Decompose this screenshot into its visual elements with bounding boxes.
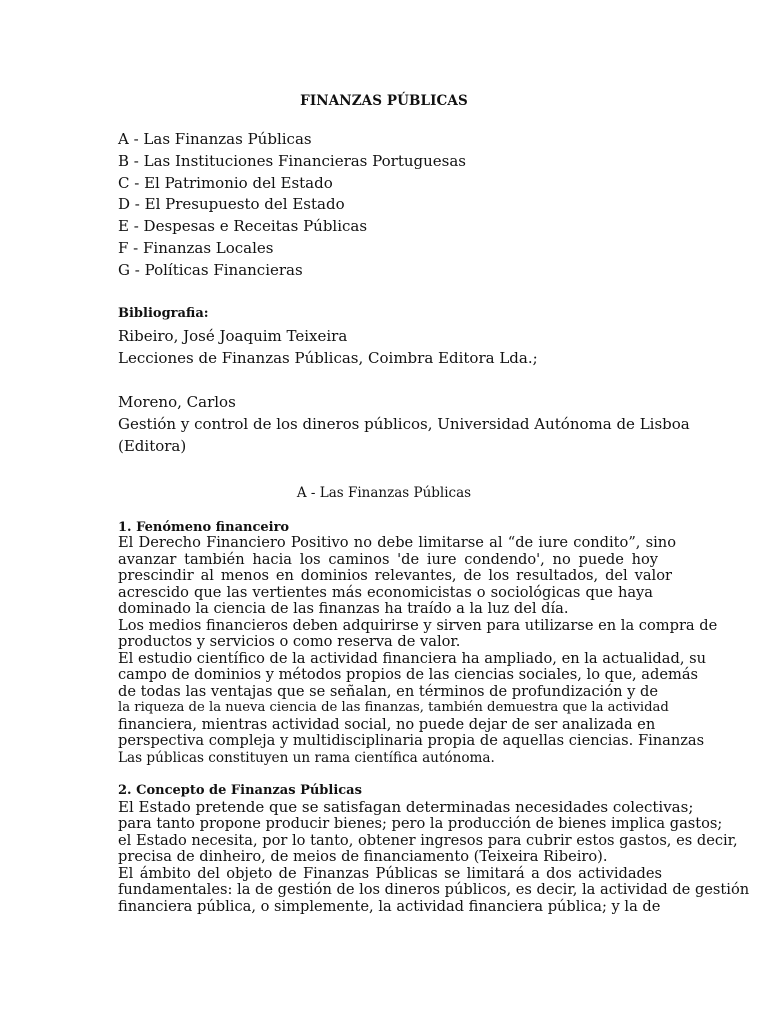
toc-item-a: A - Las Finanzas Públicas (118, 130, 312, 148)
paragraph-line: productos y servicios o como reserva de valor. (118, 633, 461, 650)
paragraph-line: la riqueza de la nueva ciencia de las finanzas, también demuestra que la actividad (118, 700, 669, 715)
bibliography-entry1-title: Lecciones de Finanzas Públicas, Coimbra Editora Lda.; (118, 349, 538, 367)
toc-item-b: B - Las Instituciones Financieras Portuguesas (118, 152, 467, 170)
subsection1-heading: 1. Fenómeno financeiro (118, 520, 290, 535)
paragraph-line: perspectiva compleja y multidisciplinaria propia de aquellas ciencias. Finanzas (118, 732, 705, 749)
paragraph-line: Las públicas constituyen un rama científica autónoma. (118, 750, 495, 766)
bibliography-entry2-author: Moreno, Carlos (118, 393, 236, 411)
paragraph-line: Los medios financieros deben adquirirse y sirven para utilizarse en la compra de (118, 617, 718, 634)
subsection2-heading: 2. Concepto de Finanzas Públicas (118, 783, 362, 798)
bibliography-entry2-title-line2: (Editora) (118, 437, 187, 455)
paragraph-line: prescindir al menos en dominios relevantes, de los resultados, del valor (118, 567, 672, 584)
page-title: FINANZAS PÚBLICAS (300, 93, 468, 109)
paragraph-line: fundamentales: la de gestión de los dineros públicos, es decir, la actividad de gestión (118, 881, 750, 898)
paragraph-line: de todas las ventajas que se señalan, en términos de profundización y de (118, 683, 659, 700)
paragraph-line: El estudio científico de la actividad financiera ha ampliado, en la actualidad, su (118, 650, 706, 667)
paragraph-line: para tanto propone producir bienes; pero la producción de bienes implica gastos; (118, 815, 723, 832)
bibliography-heading: Bibliografia: (118, 306, 209, 321)
toc-item-f: F - Finanzas Locales (118, 239, 274, 257)
paragraph-line: avanzar también hacia los caminos 'de iure condendo', no puede hoy (118, 551, 658, 568)
paragraph-line: dominado la ciencia de las finanzas ha traído a la luz del día. (118, 600, 569, 617)
paragraph-line: El Estado pretende que se satisfagan determinadas necesidades colectivas; (118, 798, 694, 816)
paragraph-line: El ámbito del objeto de Finanzas Públicas se limitará a dos actividades (118, 865, 662, 882)
paragraph-line: El Derecho Financiero Positivo no debe limitarse al “de iure condito”, sino (118, 534, 676, 551)
paragraph-line: financiera pública, o simplemente, la actividad financiera pública; y la de (118, 898, 661, 915)
section-a-title: A - Las Finanzas Públicas (296, 485, 472, 501)
paragraph-line: acrescido que las vertientes más economicistas o sociológicas que haya (118, 584, 653, 601)
toc-item-g: G - Políticas Financieras (118, 261, 303, 279)
paragraph-line: el Estado necesita, por lo tanto, obtener ingresos para cubrir estos gastos, es decir, (118, 832, 738, 849)
paragraph-line: campo de dominios y métodos propios de las ciencias sociales, lo que, además (118, 666, 699, 683)
bibliography-entry2-title-line1: Gestión y control de los dineros públicos, Universidad Autónoma de Lisboa (118, 415, 690, 433)
bibliography-entry1-author: Ribeiro, José Joaquim Teixeira (118, 327, 348, 345)
toc-item-d: D - El Presupuesto del Estado (118, 195, 345, 213)
toc-item-c: C - El Patrimonio del Estado (118, 174, 333, 192)
toc-item-e: E - Despesas e Receitas Públicas (118, 217, 368, 235)
paragraph-line: precisa de dinheiro, de meios de financiamento (Teixeira Ribeiro). (118, 848, 608, 865)
paragraph-line: financiera, mientras actividad social, no puede dejar de ser analizada en (118, 716, 656, 733)
